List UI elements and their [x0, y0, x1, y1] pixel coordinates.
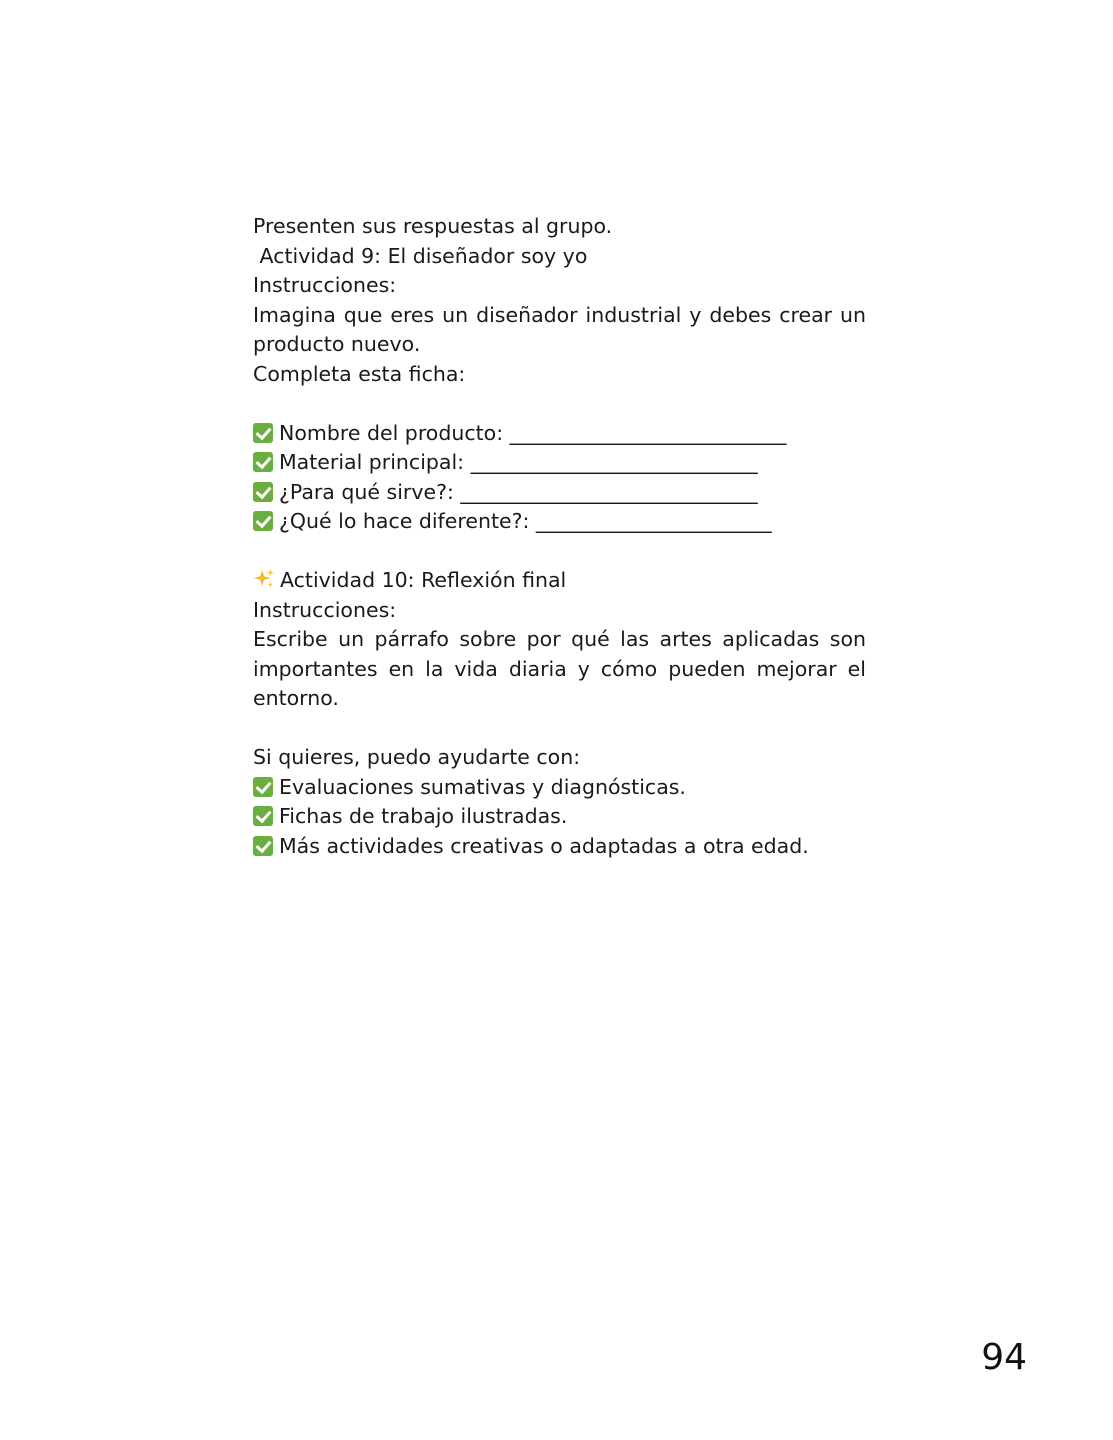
check-mark-button-icon — [253, 777, 273, 797]
form-field-item — [253, 478, 866, 508]
activity-10-title: Actividad 10: Reflexión final — [280, 568, 567, 592]
offer-item — [253, 832, 866, 862]
form-field-label: ¿Para qué sirve?: _____________________________ — [279, 479, 758, 504]
spacer — [253, 714, 866, 744]
check-mark-button-icon — [253, 482, 273, 502]
activity-9-prompt: Imagina que eres un diseñador industrial y debes crear un producto nuevo. — [253, 302, 873, 356]
activity-9-title: Actividad 9: El diseñador soy yo — [253, 243, 588, 268]
check-mark-button-icon — [253, 423, 273, 443]
instructions-label: Instrucciones: — [253, 597, 397, 622]
offer-list — [253, 773, 866, 862]
offer-item-label: Más actividades creativas o adaptadas a otra edad. — [279, 833, 809, 858]
complete-form-line: Completa esta ficha: — [253, 361, 466, 386]
spacer — [253, 389, 866, 419]
form-field-list — [253, 419, 866, 537]
offer-item — [253, 773, 866, 803]
check-mark-button-icon — [253, 452, 273, 472]
form-field-label: Nombre del producto: ___________________________ — [279, 420, 787, 445]
sparkles-icon — [253, 568, 275, 590]
check-mark-button-icon — [253, 511, 273, 531]
offer-intro: Si quieres, puedo ayudarte con: — [253, 745, 581, 769]
form-field-item — [253, 507, 866, 537]
activity-10-prompt: Escribe un párrafo sobre por qué las artes aplicadas son importantes en la vida diaria y cómo pueden mejorar el entorno. — [253, 627, 873, 710]
spacer — [253, 537, 866, 567]
form-field-item — [253, 419, 866, 449]
page-number: 94 — [981, 1337, 1027, 1378]
form-field-item — [253, 448, 866, 478]
instructions-label: Instrucciones: — [253, 273, 397, 297]
check-mark-button-icon — [253, 836, 273, 856]
offer-item-label: Evaluaciones sumativas y diagnósticas. — [279, 774, 686, 799]
page-content — [253, 212, 873, 861]
check-mark-button-icon — [253, 806, 273, 826]
form-field-label: ¿Qué lo hace diferente?: _______________________ — [279, 509, 772, 533]
offer-item — [253, 802, 866, 832]
offer-item-label: Fichas de trabajo ilustradas. — [279, 804, 568, 828]
form-field-label: Material principal: ____________________________ — [279, 450, 758, 474]
present-line: Presenten sus respuestas al grupo. — [253, 214, 613, 238]
activity-10-title-line — [253, 566, 866, 596]
